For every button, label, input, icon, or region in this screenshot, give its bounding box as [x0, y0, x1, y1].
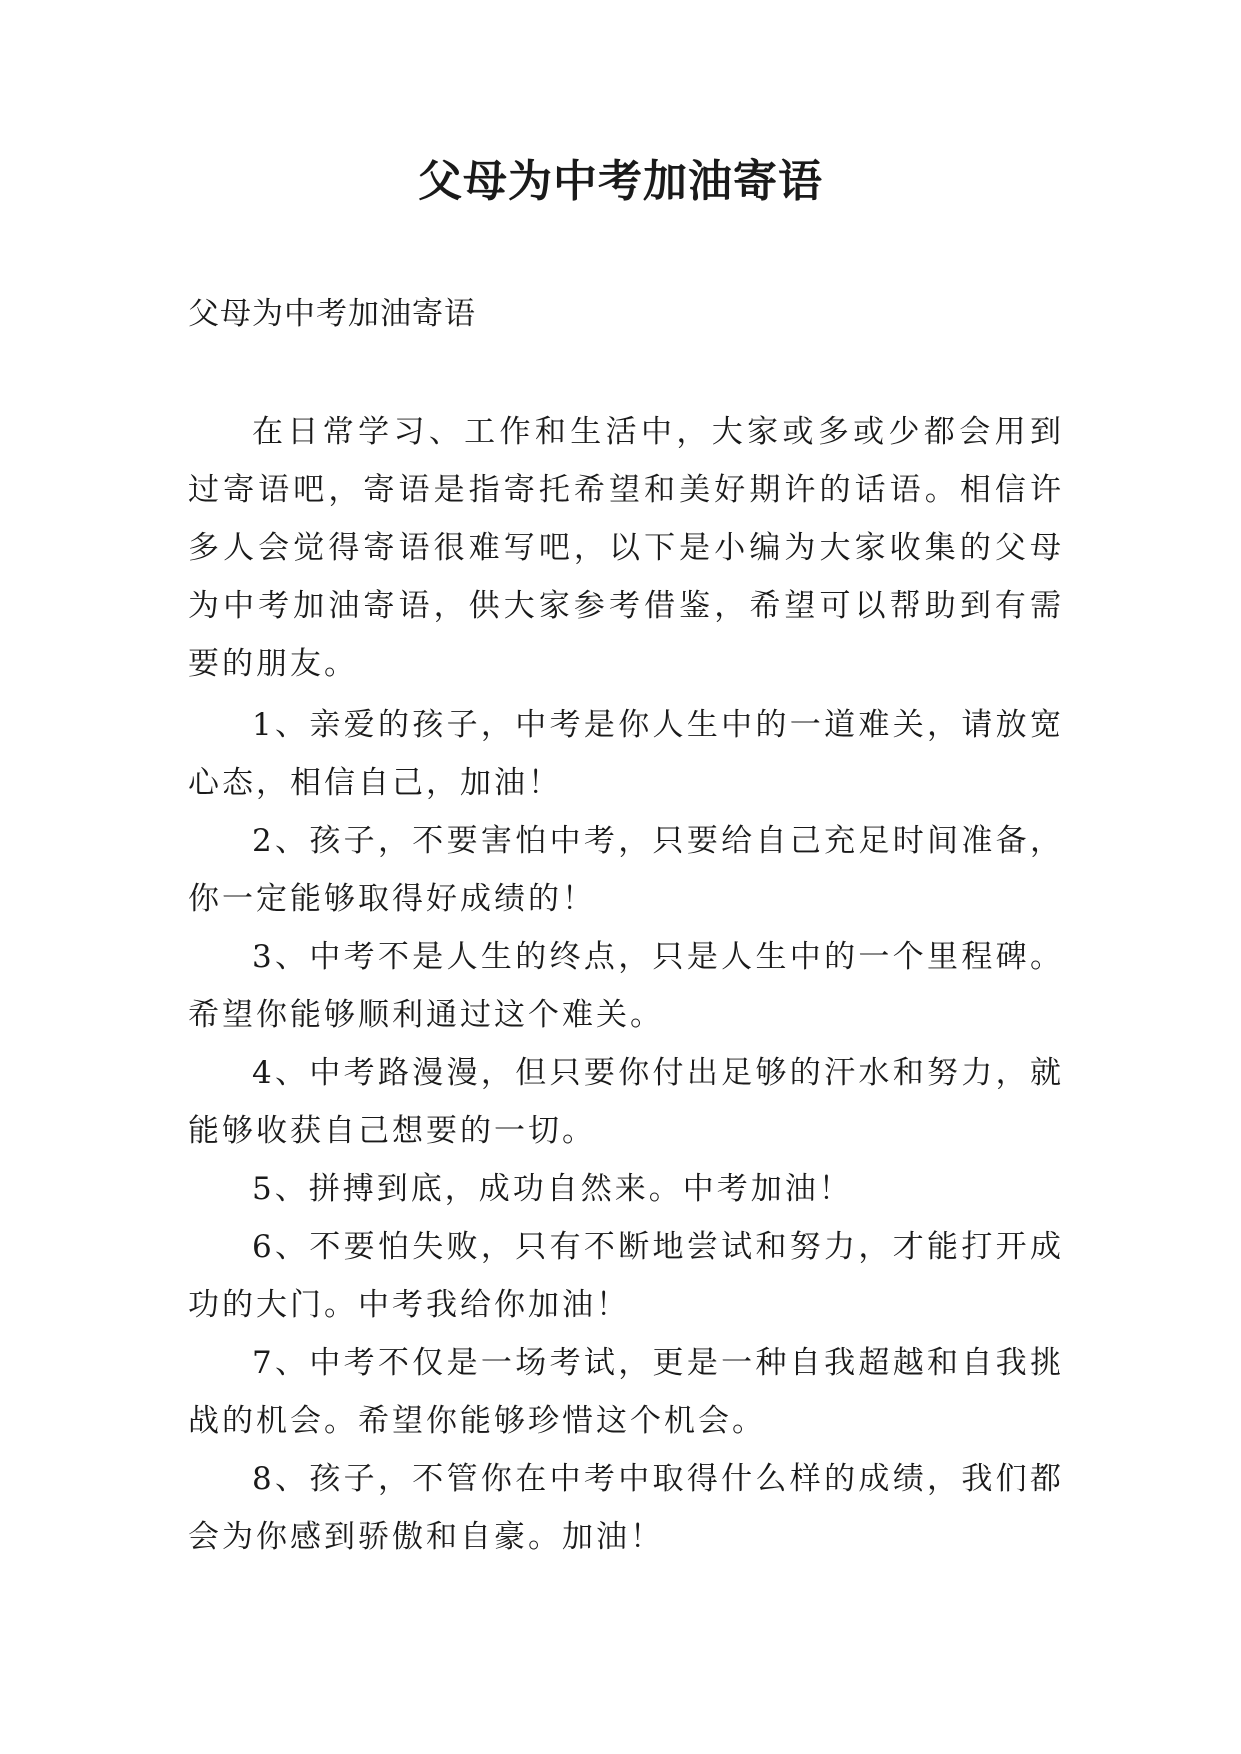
document-subtitle: 父母为中考加油寄语	[188, 296, 476, 332]
message-item-3: 3、中考不是人生的终点，只是人生中的一个里程碑。希望你能够顺利通过这个难关。	[188, 939, 1064, 1033]
message-item-2: 2、孩子，不要害怕中考，只要给自己充足时间准备，你一定能够取得好成绩的！	[188, 823, 1064, 917]
message-list	[188, 696, 1064, 1566]
message-item-4: 4、中考路漫漫，但只要你付出足够的汗水和努力，就能够收获自己想要的一切。	[188, 1055, 1064, 1149]
message-item-8: 8、孩子，不管你在中考中取得什么样的成绩，我们都会为你感到骄傲和自豪。加油！	[188, 1461, 1064, 1555]
message-item-6: 6、不要怕失败，只有不断地尝试和努力，才能打开成功的大门。中考我给你加油！	[188, 1229, 1064, 1323]
message-item-7: 7、中考不仅是一场考试，更是一种自我超越和自我挑战的机会。希望你能够珍惜这个机会。	[188, 1345, 1064, 1439]
message-item-5: 5、拼搏到底，成功自然来。中考加油！	[252, 1171, 853, 1207]
message-item-1: 1、亲爱的孩子，中考是你人生中的一道难关，请放宽心态，相信自己，加油！	[188, 707, 1064, 801]
document-title: 父母为中考加油寄语	[418, 156, 823, 207]
intro-paragraph: 在日常学习、工作和生活中，大家或多或少都会用到过寄语吧，寄语是指寄托希望和美好期许的话语。相信许多人会觉得寄语很难写吧，以下是小编为大家收集的父母为中考加油寄语，供大家参考借鉴，希望可以帮助到有需要的朋友。	[188, 414, 1064, 682]
